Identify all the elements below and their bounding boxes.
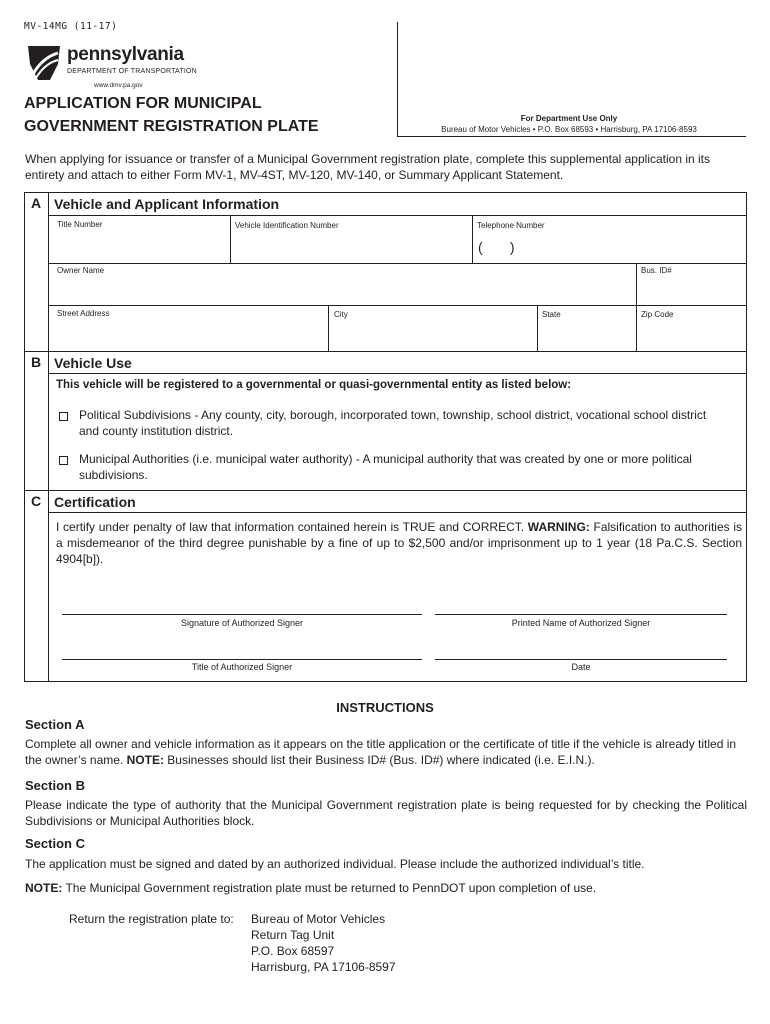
printed-name-field[interactable] bbox=[435, 592, 727, 614]
state-label: State bbox=[542, 310, 561, 319]
municipal-authorities-checkbox[interactable] bbox=[59, 452, 68, 470]
row-rule bbox=[48, 305, 747, 306]
title-line-2: GOVERNMENT REGISTRATION PLATE bbox=[24, 118, 319, 135]
section-b-instr-heading: Section B bbox=[25, 778, 85, 793]
section-b-title: Vehicle Use bbox=[54, 355, 132, 371]
cert-warning: WARNING: bbox=[527, 520, 590, 534]
header-divider bbox=[397, 22, 398, 136]
section-a-note-label: NOTE: bbox=[126, 753, 164, 767]
street-address-label: Street Address bbox=[57, 309, 110, 318]
certification-text bbox=[56, 519, 742, 567]
section-a-title: Vehicle and Applicant Information bbox=[54, 196, 280, 212]
bus-id-field[interactable] bbox=[637, 276, 746, 304]
telephone-field[interactable]: ( ) bbox=[478, 239, 515, 255]
field-divider bbox=[472, 215, 473, 263]
title-number-field[interactable] bbox=[49, 231, 229, 262]
zip-code-label: Zip Code bbox=[641, 310, 674, 319]
date-label: Date bbox=[571, 662, 591, 672]
checkbox-icon bbox=[59, 456, 68, 465]
dept-use-address: Bureau of Motor Vehicles • P.O. Box 68593 • Harrisburg, PA 17106-8593 bbox=[441, 125, 697, 134]
political-subdivisions-checkbox[interactable] bbox=[59, 408, 68, 426]
return-address-line: Bureau of Motor Vehicles bbox=[251, 912, 386, 926]
row-rule bbox=[48, 263, 747, 264]
owner-name-label: Owner Name bbox=[57, 266, 105, 275]
cert-text-1: I certify under penalty of law that information contained herein is TRUE and CORRECT. bbox=[56, 520, 528, 534]
signer-title-field[interactable] bbox=[62, 638, 422, 659]
signature-label: Signature of Authorized Signer bbox=[180, 618, 304, 628]
telephone-label: Telephone Number bbox=[477, 221, 545, 230]
logo-subtitle: DEPARTMENT OF TRANSPORTATION bbox=[67, 68, 197, 75]
signature-field[interactable] bbox=[62, 592, 422, 614]
signer-title-label: Title of Authorized Signer bbox=[191, 662, 293, 672]
state-field[interactable] bbox=[538, 320, 635, 350]
title-line-1: APPLICATION FOR MUNICIPAL bbox=[24, 95, 262, 112]
return-address-line: Harrisburg, PA 17106-8597 bbox=[251, 960, 396, 974]
date-line bbox=[435, 659, 727, 660]
intro-text: When applying for issuance or transfer of a Municipal Government registration plate, complete this supplemental application in its entirety and attach to either Form MV-1, MV-4ST, MV-120, MV-140, or Summary Applicant Statement. bbox=[25, 152, 711, 182]
title-number-label: Title Number bbox=[57, 220, 103, 229]
section-b-instr-text: Please indicate the type of authority that the Municipal Government registration plate is being requested for by checking the Political Subdivisions or Municipal Authorities block. bbox=[25, 798, 747, 828]
return-note-label: NOTE: bbox=[25, 881, 63, 895]
checkbox-icon bbox=[59, 412, 68, 421]
vin-field[interactable] bbox=[231, 231, 471, 262]
section-rule bbox=[24, 351, 747, 352]
section-c-letter: C bbox=[30, 493, 42, 509]
printed-name-line bbox=[435, 614, 727, 615]
section-b-letter: B bbox=[30, 354, 42, 370]
section-c-title: Certification bbox=[54, 494, 136, 510]
section-letter-column bbox=[48, 192, 49, 682]
return-label: Return the registration plate to: bbox=[69, 912, 234, 926]
section-a-instr-heading: Section A bbox=[25, 717, 85, 732]
signature-line bbox=[62, 614, 422, 615]
section-a-instr-part1: Complete all owner and vehicle information as it appears on the title application or the certificate of title if the vehicle is already titled in the owner’s name. bbox=[25, 737, 737, 767]
signer-title-line bbox=[62, 659, 422, 660]
section-a-instr-part2: Businesses should list their Business ID# (Bus. ID#) where indicated (i.e. E.I.N.). bbox=[163, 753, 595, 767]
owner-name-field[interactable] bbox=[49, 276, 634, 304]
instructions-heading: INSTRUCTIONS bbox=[336, 700, 434, 715]
vin-label: Vehicle Identification Number bbox=[235, 221, 339, 230]
section-a-instr-text bbox=[25, 736, 747, 768]
section-b-title-rule bbox=[48, 373, 747, 374]
form-code: MV-14MG (11-17) bbox=[24, 21, 118, 32]
date-field[interactable] bbox=[435, 638, 727, 659]
header-rule bbox=[397, 136, 746, 137]
section-a-title-rule bbox=[48, 215, 747, 216]
return-note-text: The Municipal Government registration plate must be returned to PennDOT upon completion of use. bbox=[62, 881, 597, 895]
city-field[interactable] bbox=[329, 320, 535, 350]
bus-id-label: Bus. ID# bbox=[641, 266, 672, 275]
city-label: City bbox=[334, 310, 348, 319]
keystone-logo-icon bbox=[24, 44, 64, 82]
logo-name: pennsylvania bbox=[67, 44, 184, 65]
municipal-authorities-label: Municipal Authorities (i.e. municipal water authority) - A municipal authority that was created by one or more political subdivisions. bbox=[79, 452, 692, 482]
political-subdivisions-label: Political Subdivisions - Any county, city, borough, incorporated town, township, school district, vocational school district and county institution district. bbox=[79, 408, 707, 438]
section-c-instr-text: The application must be signed and dated by an authorized individual. Please include the authorized individual’s title. bbox=[25, 857, 645, 871]
section-c-title-rule bbox=[48, 512, 747, 513]
return-address bbox=[251, 911, 396, 975]
section-rule bbox=[24, 490, 747, 491]
zip-code-field[interactable] bbox=[637, 320, 746, 350]
logo-url: www.dmv.pa.gov bbox=[94, 82, 143, 89]
cert-text-2: Falsification to authorities is a misdemeanor of the third degree punishable by a fine of up to $2,500 and/or imprisonment up to 1 year (18 Pa.C.S. Section 4904[b]). bbox=[56, 520, 742, 566]
dept-use-label: For Department Use Only bbox=[520, 114, 618, 123]
return-note bbox=[25, 880, 747, 896]
street-address-field[interactable] bbox=[49, 320, 326, 350]
section-c-instr-heading: Section C bbox=[25, 836, 85, 851]
section-a-letter: A bbox=[30, 195, 42, 211]
return-address-line: Return Tag Unit bbox=[251, 928, 335, 942]
return-address-line: P.O. Box 68597 bbox=[251, 944, 335, 958]
printed-name-label: Printed Name of Authorized Signer bbox=[511, 618, 651, 628]
vehicle-use-statement: This vehicle will be registered to a governmental or quasi-governmental entity as listed below: bbox=[56, 379, 572, 391]
